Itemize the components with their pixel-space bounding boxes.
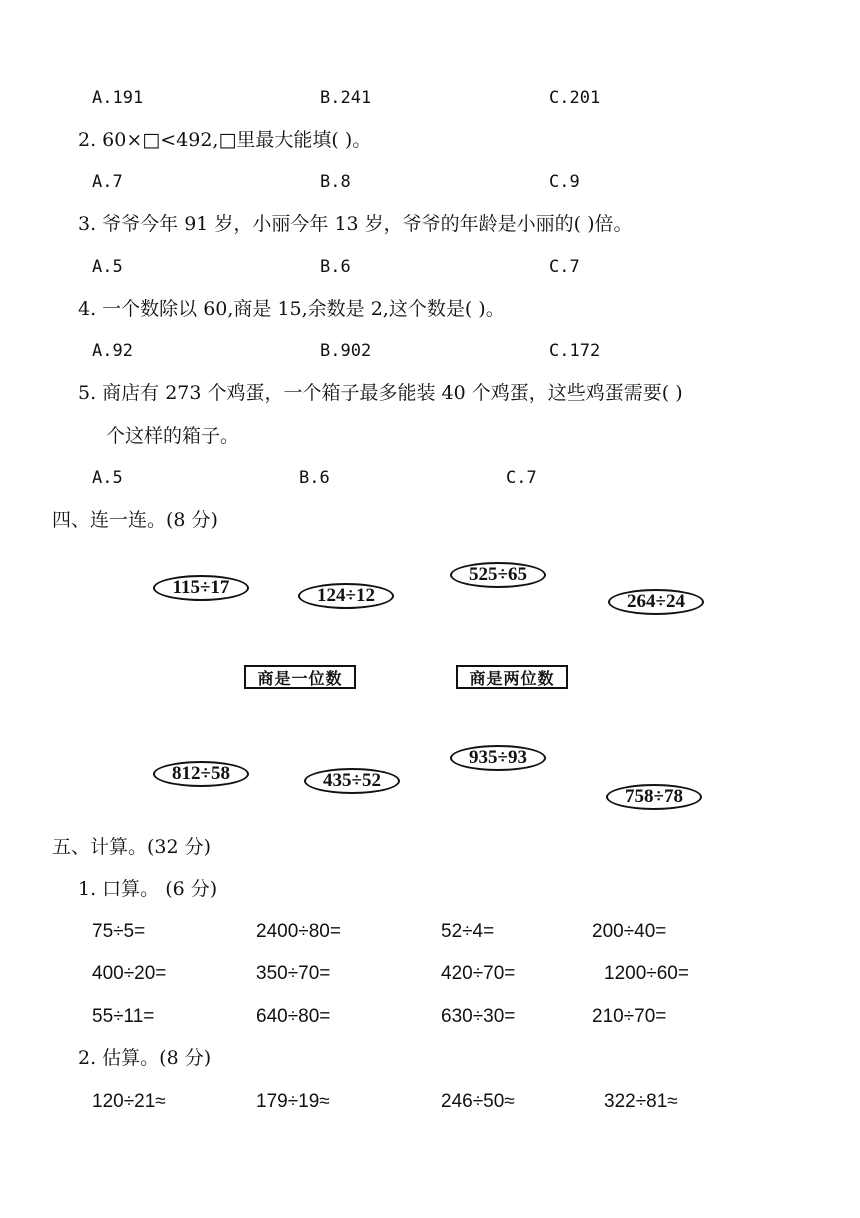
estimate-item: 246÷50≈ [441, 1091, 515, 1112]
q2-option-a: A.7 [92, 172, 123, 192]
expr-oval-124-12[interactable]: 124÷12 [298, 583, 394, 609]
calc-item: 640÷80= [256, 1006, 331, 1027]
q5-option-a: A.5 [92, 468, 123, 488]
question-5-line2: 个这样的箱子。 [106, 425, 240, 447]
section-5-heading: 五、计算。(32 分) [52, 836, 212, 858]
q3-option-b: B.6 [320, 257, 351, 277]
q3-option-a: A.5 [92, 257, 123, 277]
calc-item: 630÷30= [441, 1006, 516, 1027]
estimate-item: 120÷21≈ [92, 1091, 166, 1112]
calc-item: 350÷70= [256, 963, 331, 984]
calc-item: 1200÷60= [604, 963, 689, 984]
expr-oval-264-24[interactable]: 264÷24 [608, 589, 704, 615]
q1-option-b: B.241 [320, 88, 372, 108]
q5-option-b: B.6 [299, 468, 330, 488]
expr-oval-435-52[interactable]: 435÷52 [304, 768, 400, 794]
q1-option-a: A.191 [92, 88, 144, 108]
q4-option-c: C.172 [549, 341, 601, 361]
q1-option-c: C.201 [549, 88, 601, 108]
q5-option-c: C.7 [506, 468, 537, 488]
q3-option-c: C.7 [549, 257, 580, 277]
calc-item: 200÷40= [592, 921, 667, 942]
q4-option-a: A.92 [92, 341, 133, 361]
question-2: 2. 60×□<492,□里最大能填( )。 [78, 129, 372, 151]
expr-oval-935-93[interactable]: 935÷93 [450, 745, 546, 771]
expr-oval-115-17[interactable]: 115÷17 [153, 575, 249, 601]
section-4-heading: 四、连一连。(8 分) [52, 509, 218, 531]
question-4: 4. 一个数除以 60,商是 15,余数是 2,这个数是( )。 [78, 298, 505, 320]
q2-option-c: C.9 [549, 172, 580, 192]
calc-item: 400÷20= [92, 963, 167, 984]
estimate-item: 179÷19≈ [256, 1091, 330, 1112]
calc-item: 2400÷80= [256, 921, 341, 942]
calc-item: 55÷11= [92, 1006, 155, 1027]
calc-item: 420÷70= [441, 963, 516, 984]
q2-option-b: B.8 [320, 172, 351, 192]
expr-oval-525-65[interactable]: 525÷65 [450, 562, 546, 588]
expr-oval-812-58[interactable]: 812÷58 [153, 761, 249, 787]
subsection-estimation: 2. 估算。(8 分) [78, 1047, 212, 1069]
question-3: 3. 爷爷今年 91 岁，小丽今年 13 岁，爷爷的年龄是小丽的( )倍。 [78, 213, 633, 235]
calc-item: 52÷4= [441, 921, 495, 942]
expr-oval-758-78[interactable]: 758÷78 [606, 784, 702, 810]
q4-option-b: B.902 [320, 341, 372, 361]
box-two-digit-quotient[interactable]: 商是两位数 [456, 665, 568, 689]
calc-item: 210÷70= [592, 1006, 667, 1027]
box-one-digit-quotient[interactable]: 商是一位数 [244, 665, 356, 689]
subsection-mental-math: 1. 口算。 (6 分) [78, 878, 218, 900]
estimate-item: 322÷81≈ [604, 1091, 678, 1112]
question-5-line1: 5. 商店有 273 个鸡蛋，一个箱子最多能装 40 个鸡蛋，这些鸡蛋需要( ) [78, 382, 683, 404]
calc-item: 75÷5= [92, 921, 146, 942]
